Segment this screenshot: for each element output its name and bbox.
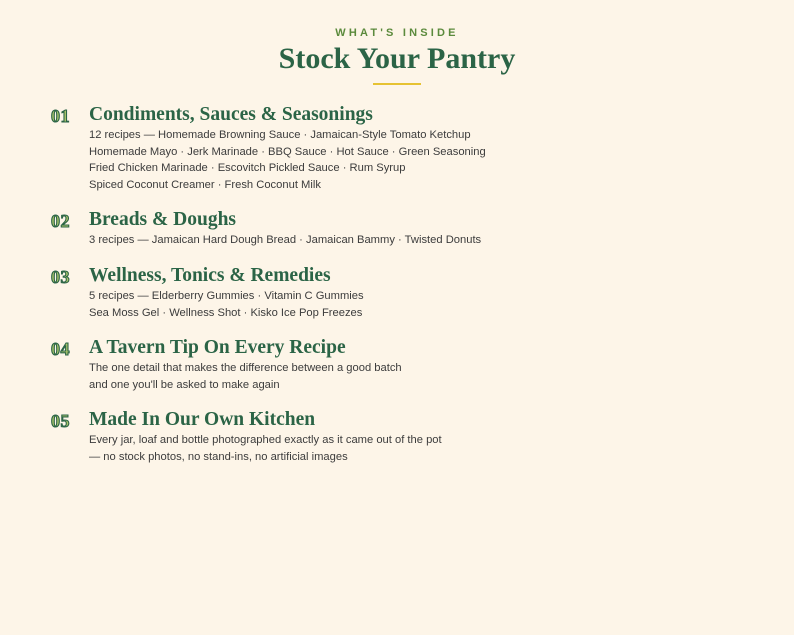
description-line: Sea Moss Gel · Wellness Shot · Kisko Ice Pop Freezes (89, 306, 363, 319)
section-number: 05 (51, 411, 70, 431)
section-description (89, 360, 689, 393)
section-title: Wellness, Tonics & Remedies (89, 265, 331, 286)
description-line: 12 recipes — Homemade Browning Sauce · Jamaican-Style Tomato Ketchup (89, 129, 471, 141)
section-title: Condiments, Sauces & Seasonings (89, 104, 373, 125)
section-title: Made In Our Own Kitchen (89, 409, 316, 430)
description-line: The one detail that makes the difference between a good batch (89, 362, 402, 374)
section-title: Breads & Doughs (89, 209, 237, 230)
description-line: 5 recipes — Elderberry Gummies · Vitamin C Gummies (89, 290, 364, 302)
eyebrow-label: WHAT'S INSIDE (335, 27, 459, 39)
section-description (89, 288, 689, 321)
section-description (89, 232, 689, 249)
section-description (89, 432, 689, 465)
section-number: 03 (51, 267, 70, 287)
description-line: — no stock photos, no stand-ins, no artificial images (89, 450, 348, 463)
section-number: 02 (51, 211, 70, 231)
section-title: A Tavern Tip On Every Recipe (89, 337, 346, 358)
page-title: Stock Your Pantry (278, 42, 516, 75)
description-line: Every jar, loaf and bottle photographed exactly as it came out of the pot (89, 434, 442, 446)
description-line: and one you'll be asked to make again (89, 378, 280, 391)
description-line: Fried Chicken Marinade · Escovitch Pickled Sauce · Rum Syrup (89, 162, 406, 175)
description-line: Homemade Mayo · Jerk Marinade · BBQ Sauce · Hot Sauce · Green Seasoning (89, 145, 486, 158)
section-number: 04 (51, 339, 70, 359)
description-line: Spiced Coconut Creamer · Fresh Coconut Milk (89, 179, 321, 192)
section-description (89, 127, 689, 194)
section-number: 01 (51, 106, 70, 126)
description-line: 3 recipes — Jamaican Hard Dough Bread · Jamaican Bammy · Twisted Donuts (89, 234, 482, 246)
